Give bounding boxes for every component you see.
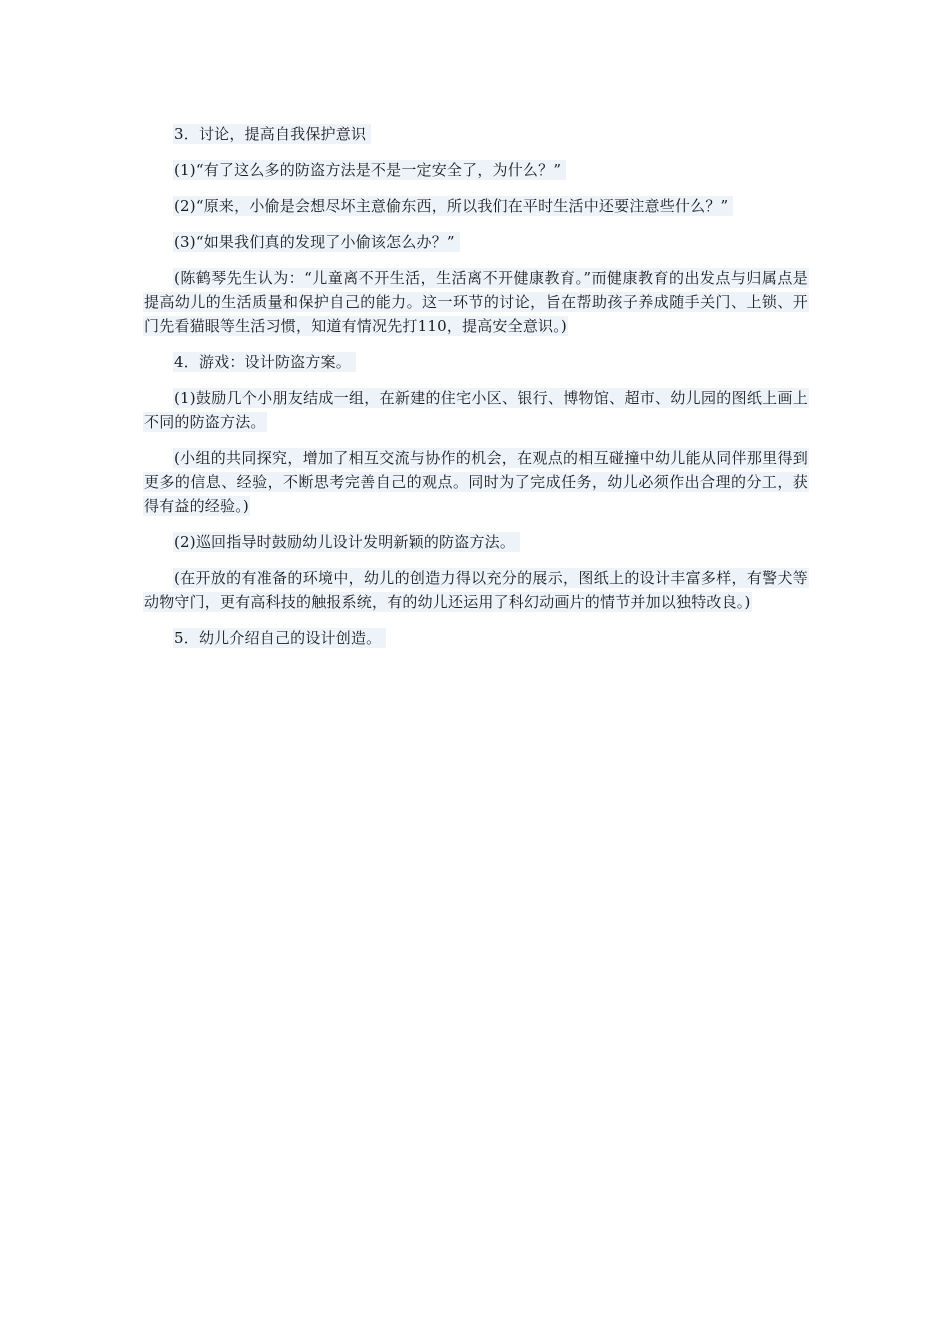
paragraph-text: (2)巡回指导时鼓励幼儿设计发明新颖的防盗方法。 (174, 533, 519, 551)
question-1 (144, 158, 808, 182)
section-heading-step3 (144, 122, 808, 146)
paragraph-text: 3．讨论，提高自我保护意识 (174, 125, 370, 143)
question-3 (144, 230, 808, 254)
question-2 (144, 194, 808, 218)
activity-item-1 (144, 386, 808, 434)
paragraph-text: (1)鼓励几个小朋友结成一组，在新建的住宅小区、银行、博物馆、超市、幼儿园的图纸上画上不同的防盗方法。 (144, 389, 808, 431)
section-heading-step5 (144, 626, 808, 650)
paragraph-text: (在开放的有准备的环境中，幼儿的创造力得以充分的展示，图纸上的设计丰富多样，有警犬等动物守门，更有高科技的触报系统，有的幼儿还运用了科幻动画片的情节并加以独特改良。) (144, 569, 808, 611)
activity-item-2 (144, 530, 808, 554)
paragraph-text: (1)“有了这么多的防盗方法是不是一定安全了，为什么？” (174, 161, 565, 179)
paragraph-text: (陈鹤琴先生认为：“儿童离不开生活，生活离不开健康教育。”而健康教育的出发点与归属点是提高幼儿的生活质量和保护自己的能力。这一环节的讨论，旨在帮助孩子养成随手关门、上锁、开门先看猫眼等生活习惯，知道有情况先打110，提高安全意识。) (144, 269, 808, 335)
paragraph-text: (小组的共同探究，增加了相互交流与协作的机会，在观点的相互碰撞中幼儿能从同伴那里得到更多的信息、经验，不断思考完善自己的观点。同时为了完成任务，幼儿必须作出合理的分工，获得有益的经验。) (144, 449, 808, 515)
commentary-step3 (144, 266, 808, 338)
section-heading-step4 (144, 350, 808, 374)
paragraph-text: 5．幼儿介绍自己的设计创造。 (174, 629, 385, 647)
document-body (144, 122, 808, 662)
paragraph-text: 4．游戏：设计防盗方案。 (174, 353, 355, 371)
paragraph-text: (2)“原来，小偷是会想尽坏主意偷东西，所以我们在平时生活中还要注意些什么？” (174, 197, 732, 215)
commentary-item-1 (144, 446, 808, 518)
paragraph-text: (3)“如果我们真的发现了小偷该怎么办？” (174, 233, 459, 251)
commentary-item-2 (144, 566, 808, 614)
